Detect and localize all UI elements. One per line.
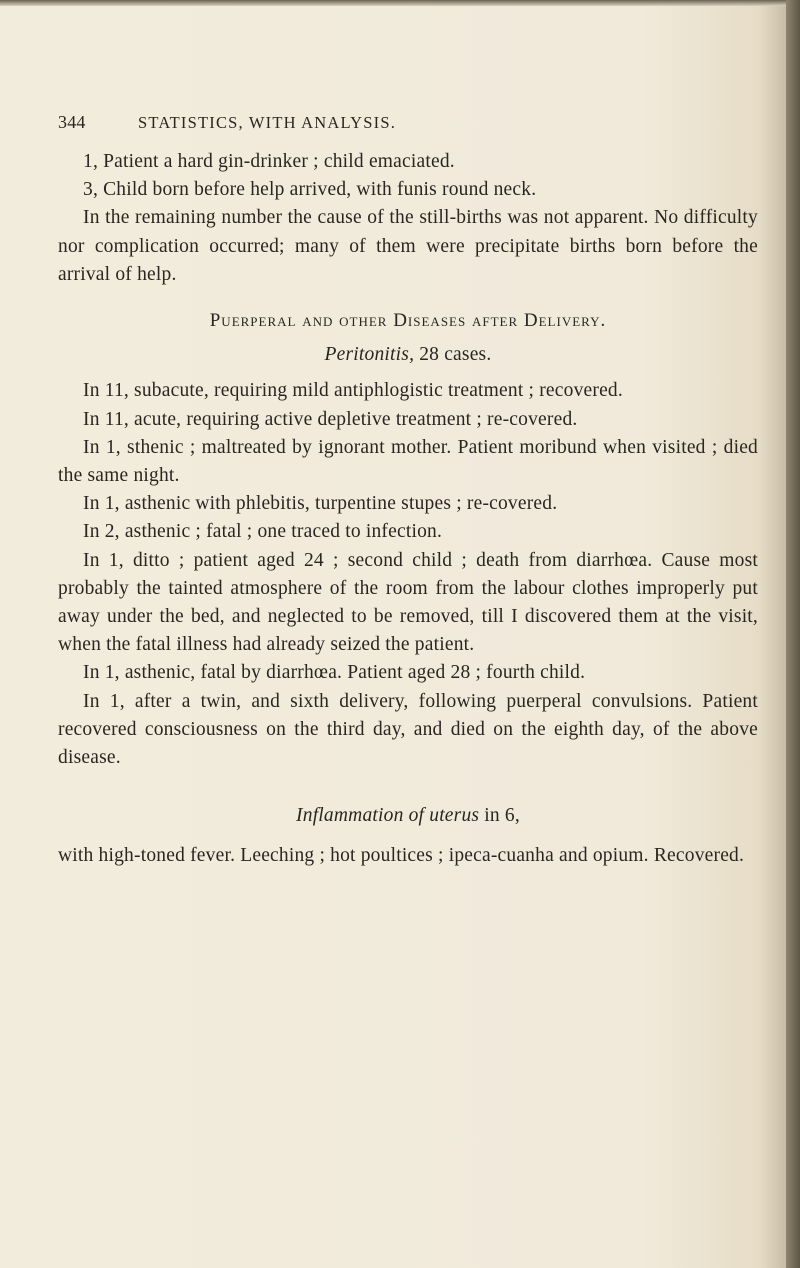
peritonitis-paragraph: In 1, after a twin, and sixth delivery, following puerperal convulsions. Patient recovered consciousness on the third day, and died on the eighth day, of the above disease. — [58, 690, 758, 769]
intro-line-1: 1, Patient a hard gin-drinker ; child emaciated. — [83, 151, 455, 172]
inflammation-title: Inflammation of uterus — [296, 805, 480, 827]
peritonitis-title: Peritonitis, — [324, 344, 415, 366]
peritonitis-heading — [58, 341, 758, 369]
page-header — [58, 108, 758, 148]
peritonitis-paragraph: In 2, asthenic ; fatal ; one traced to infection. — [83, 521, 443, 543]
peritonitis-count: 28 cases. — [414, 344, 492, 366]
intro-paragraph: In the remaining number the cause of the still-births was not apparent. No difficulty nor complication occurred; many of them were precipitate births born before the arrival of help. — [58, 207, 758, 285]
page-top-shadow — [0, 0, 800, 6]
peritonitis-paragraph: In 1, ditto ; patient aged 24 ; second child ; death from diarrhœa. Cause most probably the tainted atmosphere of the room from the labour clothes improperly put away under the bed, and neglected to be removed, till I discovered them at the visit, when the fatal illness had already seized the patient. — [58, 549, 758, 656]
peritonitis-paragraph: In 1, asthenic, fatal by diarrhœa. Patient aged 28 ; fourth child. — [83, 662, 586, 684]
page-text — [58, 108, 758, 871]
peritonitis-paragraph: In 1, asthenic with phlebitis, turpentine stupes ; re-covered. — [83, 493, 558, 515]
section-heading: Puerperal and other Diseases after Delivery. — [209, 310, 607, 332]
page-number: 344 — [58, 112, 86, 132]
intro-line-2: 3, Child born before help arrived, with funis round neck. — [83, 179, 537, 201]
running-head: STATISTICS, WITH ANALYSIS. — [138, 113, 397, 132]
inflammation-count: in 6, — [479, 805, 520, 827]
peritonitis-paragraph: In 11, subacute, requiring mild antiphlogistic treatment ; recovered. — [83, 380, 623, 402]
peritonitis-paragraph: In 11, acute, requiring active depletive treatment ; re-covered. — [83, 408, 578, 430]
page-gutter-edge — [786, 0, 800, 1268]
inflammation-heading — [58, 802, 758, 830]
inflammation-paragraph: with high-toned fever. Leeching ; hot poultices ; ipeca-cuanha and opium. Recovered. — [58, 845, 745, 867]
peritonitis-paragraph: In 1, sthenic ; maltreated by ignorant mother. Patient moribund when visited ; died the same night. — [58, 436, 758, 487]
